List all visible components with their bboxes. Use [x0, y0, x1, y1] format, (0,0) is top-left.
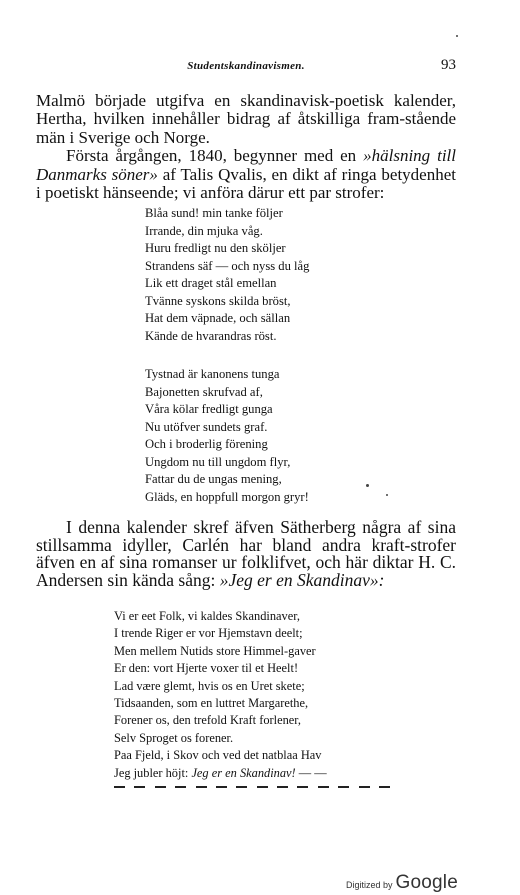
google-logo: Google — [395, 872, 458, 893]
dash — [216, 786, 227, 788]
poem-line: I trende Riger er vor Hjemstavn deelt; — [114, 626, 303, 641]
poem-stanza-1 — [145, 205, 309, 345]
paragraph-intro — [36, 92, 456, 202]
poem-line: Tvänne syskons skilda bröst, — [145, 293, 291, 308]
poem-stanza-2 — [145, 366, 309, 506]
digitization-footer — [346, 872, 458, 894]
page-header — [36, 57, 456, 80]
poem-line: Forener os, den trefold Kraft forlener, — [114, 713, 302, 728]
dash — [175, 786, 186, 788]
poem-line: Er den: vort Hjerte voxer til et Heelt! — [114, 661, 299, 676]
poem-line: Våra kölar fredligt gunga — [145, 402, 273, 416]
poem-line: Lik ett draget stål emellan — [145, 276, 277, 290]
poem-closing-end: — — — [295, 765, 327, 780]
poem-line: Och i broderlig förening — [145, 437, 268, 451]
print-speck — [456, 35, 458, 37]
dash — [297, 786, 308, 788]
paragraph-text: af Talis Qvalis, en dikt af ringa betydenhet i poetiskt hänseende; vi anföra därur ett par strofer: — [36, 164, 456, 203]
poem-line: Gläds, en hoppfull morgon gryr! — [145, 489, 309, 504]
poem-line: Lad være glemt, hvis os en Uret skete; — [114, 678, 305, 693]
paragraph-kalender — [36, 519, 456, 589]
paragraph-malmo: Malmö började utgifva en skandinavisk-poetisk kalender, Hertha, hvilken innehåller bidrag af åtskilliga fram-stående män i Sverige och Norge. — [36, 91, 456, 147]
poem-closing-start: Jeg jubler höjt: — [114, 765, 192, 780]
poem-line: Tidsaanden, som en luttret Margarethe, — [114, 696, 309, 711]
dash — [114, 786, 125, 788]
print-speck — [386, 494, 388, 496]
paragraph-satherberg — [36, 519, 456, 589]
poem-line: Tystnad är kanonens tunga — [145, 367, 280, 381]
dash — [196, 786, 207, 788]
dash — [257, 786, 268, 788]
poem-line: Paa Fjeld, i Skov och ved det natblaa Hav — [114, 748, 322, 763]
poem-closing-line — [114, 765, 327, 782]
poem-line: Strandens säf — och nyss du låg — [145, 258, 310, 273]
poem-line: Bajonetten skrufvad af, — [145, 384, 263, 399]
print-speck — [366, 484, 369, 487]
digitized-by-label: Digitized by — [346, 880, 393, 890]
poem-line: Men mellem Nutids store Himmel-gaver — [114, 643, 316, 658]
dash — [236, 786, 247, 788]
poem-title-skandinav: »Jeg er en Skandinav»: — [219, 569, 385, 590]
dash — [155, 786, 166, 788]
dash-rule — [114, 785, 390, 789]
paragraph-forsta-argangen — [36, 147, 456, 202]
poem-line: Selv Sproget os forener. — [114, 730, 234, 745]
dash — [134, 786, 145, 788]
paragraph-text: Första årgången, 1840, begynner med en — [66, 146, 364, 166]
poem-line: Huru fredligt nu den sköljer — [145, 241, 286, 255]
poem-title-halsning: »hälsning till Danmarks söner» — [36, 146, 456, 184]
poem-danish — [114, 608, 327, 782]
dash — [338, 786, 349, 788]
poem-line: Kände de hvarandras röst. — [145, 328, 277, 343]
dash — [379, 786, 390, 788]
poem-line: Vi er eet Folk, vi kaldes Skandinaver, — [114, 609, 300, 623]
poem-line: Nu utöfver sundets graf. — [145, 419, 268, 434]
poem-line: Ungdom nu till ungdom flyr, — [145, 454, 291, 469]
dash — [318, 786, 329, 788]
poem-line: Hat dem väpnade, och sällan — [145, 311, 291, 325]
page-number: 93 — [441, 57, 456, 73]
poem-line: Irrande, din mjuka våg. — [145, 223, 263, 238]
running-head: Studentskandinavismen. — [187, 60, 305, 72]
poem-line: Blåa sund! min tanke följer — [145, 206, 283, 220]
poem-closing-italic: Jeg er en Skandinav! — [191, 765, 296, 780]
dash — [359, 786, 370, 788]
poem-line: Fattar du de ungas mening, — [145, 472, 282, 486]
paragraph-text: I denna kalender skref äfven Sätherberg några af sina stillsamma idyller, Carlén har bland andra kraft-strofer äfven en af sina romanser ur folklifvet, och här diktar H. C. Andersen sin kända sång: — [36, 517, 456, 590]
dash — [277, 786, 288, 788]
